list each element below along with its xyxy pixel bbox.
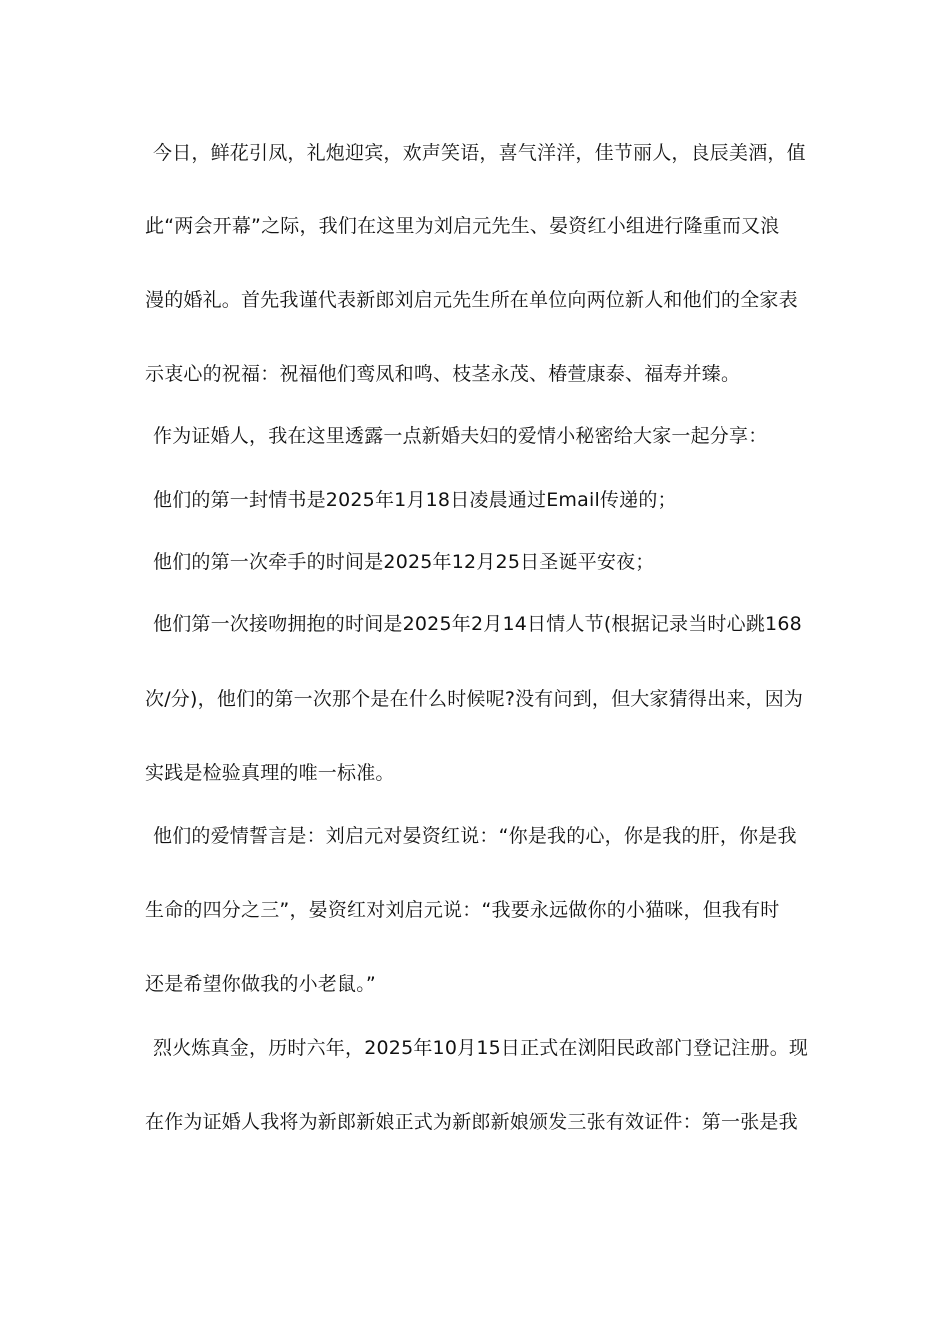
paragraph-line: 漫的婚礼。首先我谨代表新郎刘启元先生所在单位向两位新人和他们的全家表 [145,289,798,311]
paragraph-line: 此“两会开幕”之际，我们在这里为刘启元先生、晏资红小组进行隆重而又浪 [145,215,780,237]
paragraph-line: 示衷心的祝福：祝福他们鸾凤和鸣、枝茎永茂、椿萱康泰、福寿并臻。 [145,363,741,385]
paragraph-line: 作为证婚人，我在这里透露一点新婚夫妇的爱情小秘密给大家一起分享： [153,425,768,447]
paragraph-line: 实践是检验真理的唯一标准。 [145,762,395,784]
paragraph-line: 今日，鲜花引凤，礼炮迎宾，欢声笑语，喜气洋洋，佳节丽人，良辰美酒，值 [153,142,806,164]
paragraph-line: 他们的第一次牵手的时间是2025年12月25日圣诞平安夜； [153,551,655,573]
paragraph-line: 他们的爱情誓言是：刘启元对晏资红说：“你是我的心，你是我的肝，你是我 [153,825,797,847]
paragraph-line: 生命的四分之三”，晏资红对刘启元说：“我要永远做你的小猫咪，但我有时 [145,899,780,921]
paragraph-line: 次/分)，他们的第一次那个是在什么时候呢?没有问到，但大家猜得出来，因为 [145,688,804,710]
paragraph-line: 还是希望你做我的小老鼠。” [145,973,376,995]
paragraph-line: 烈火炼真金，历时六年，2025年10月15日正式在浏阳民政部门登记注册。现 [153,1037,809,1059]
paragraph-line: 在作为证婚人我将为新郎新娘正式为新郎新娘颁发三张有效证件：第一张是我 [145,1111,798,1133]
paragraph-line: 他们的第一封情书是2025年1月18日凌晨通过Email传递的； [153,489,677,511]
paragraph-line: 他们第一次接吻拥抱的时间是2025年2月14日情人节(根据记录当时心跳168 [153,613,802,635]
